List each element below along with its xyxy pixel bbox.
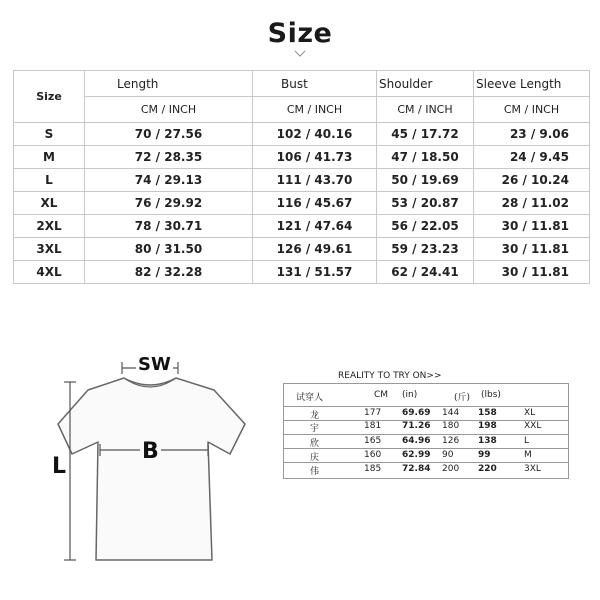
- weight-jin: 200: [442, 464, 460, 474]
- weight-lbs: 220: [478, 464, 497, 474]
- table-row: [14, 146, 590, 169]
- tester-name: 庆: [310, 453, 320, 463]
- measurement-cell: 30 / 11.81: [474, 238, 590, 261]
- measurement-cell: 26 / 10.24: [474, 169, 590, 192]
- unit-label: CM / INCH: [253, 97, 377, 123]
- weight-jin: 144: [442, 408, 460, 418]
- height-in: 62.99: [402, 450, 431, 460]
- measurement-cell: 45 / 17.72: [377, 123, 474, 146]
- measurement-cell: 24 / 9.45: [474, 146, 590, 169]
- measurement-cell: 56 / 22.05: [377, 215, 474, 238]
- try-on-table: [283, 383, 569, 479]
- tester-name: 龙: [310, 411, 320, 421]
- table-row: [14, 238, 590, 261]
- size-cell: 3XL: [14, 238, 85, 261]
- reality-header: CM: [374, 390, 389, 400]
- size-cell: 2XL: [14, 215, 85, 238]
- chevron-down-icon: [292, 50, 308, 58]
- size-column-header: Size: [14, 71, 85, 123]
- size-cell: XL: [14, 192, 85, 215]
- measurement-cell: 28 / 11.02: [474, 192, 590, 215]
- table-row: [14, 261, 590, 284]
- measurement-cell: 78 / 30.71: [85, 215, 253, 238]
- size-cell: S: [14, 123, 85, 146]
- measurement-cell: 30 / 11.81: [474, 215, 590, 238]
- weight-lbs: 158: [478, 408, 497, 418]
- measurement-cell: 121 / 47.64: [253, 215, 377, 238]
- column-header-sleeve-length: Sleeve Length: [474, 71, 590, 97]
- weight-lbs: 138: [478, 436, 497, 446]
- measurement-cell: 59 / 23.23: [377, 238, 474, 261]
- column-header-bust: Bust: [253, 71, 377, 97]
- unit-label: CM / INCH: [85, 97, 253, 123]
- measurement-cell: 72 / 28.35: [85, 146, 253, 169]
- l-label: L: [52, 454, 67, 479]
- measurement-cell: 53 / 20.87: [377, 192, 474, 215]
- tester-size: 3XL: [524, 464, 541, 474]
- table-row: [14, 169, 590, 192]
- weight-lbs: 198: [478, 421, 497, 431]
- height-in: 64.96: [402, 436, 431, 446]
- measurement-cell: 47 / 18.50: [377, 146, 474, 169]
- size-cell: 4XL: [14, 261, 85, 284]
- measurement-cell: 62 / 24.41: [377, 261, 474, 284]
- measurement-cell: 116 / 45.67: [253, 192, 377, 215]
- column-header-length: Length: [85, 71, 253, 97]
- size-cell: M: [14, 146, 85, 169]
- column-header-shoulder: Shoulder: [377, 71, 474, 97]
- size-table: [13, 70, 590, 284]
- b-label: B: [142, 439, 159, 464]
- tester-size: XXL: [524, 421, 542, 431]
- reality-header: (lbs): [481, 390, 501, 400]
- height-cm: 165: [364, 436, 382, 446]
- measurement-cell: 82 / 32.28: [85, 261, 253, 284]
- measurement-cell: 30 / 11.81: [474, 261, 590, 284]
- reality-header: 试穿人: [296, 393, 324, 403]
- measurement-cell: 106 / 41.73: [253, 146, 377, 169]
- tester-size: L: [524, 436, 530, 446]
- measurement-cell: 80 / 31.50: [85, 238, 253, 261]
- page-title: Size: [267, 18, 333, 49]
- measurement-cell: 70 / 27.56: [85, 123, 253, 146]
- reality-header: (in): [402, 390, 418, 400]
- measurement-cell: 126 / 49.61: [253, 238, 377, 261]
- table-row: [14, 123, 590, 146]
- unit-label: CM / INCH: [474, 97, 590, 123]
- measurement-cell: 50 / 19.69: [377, 169, 474, 192]
- height-in: 71.26: [402, 421, 431, 431]
- measurement-cell: 76 / 29.92: [85, 192, 253, 215]
- tshirt-diagram: [40, 340, 280, 580]
- reality-header: (斤): [454, 393, 471, 403]
- size-cell: L: [14, 169, 85, 192]
- measurement-cell: 74 / 29.13: [85, 169, 253, 192]
- table-row: [14, 215, 590, 238]
- height-cm: 160: [364, 450, 382, 460]
- weight-jin: 90: [442, 450, 454, 460]
- height-cm: 185: [364, 464, 382, 474]
- height-in: 69.69: [402, 408, 431, 418]
- unit-label: CM / INCH: [377, 97, 474, 123]
- sw-label: SW: [138, 354, 171, 375]
- measurement-cell: 131 / 51.57: [253, 261, 377, 284]
- tester-size: XL: [524, 408, 536, 418]
- tester-name: 宇: [310, 424, 320, 434]
- weight-lbs: 99: [478, 450, 491, 460]
- reality-title: REALITY TO TRY ON>>: [338, 371, 442, 381]
- height-in: 72.84: [402, 464, 431, 474]
- tester-name: 伟: [310, 467, 320, 477]
- tester-name: 欣: [310, 439, 320, 449]
- height-cm: 181: [364, 421, 382, 431]
- table-row: [14, 192, 590, 215]
- measurement-cell: 111 / 43.70: [253, 169, 377, 192]
- weight-jin: 126: [442, 436, 460, 446]
- measurement-cell: 23 / 9.06: [474, 123, 590, 146]
- weight-jin: 180: [442, 421, 460, 431]
- measurement-cell: 102 / 40.16: [253, 123, 377, 146]
- tester-size: M: [524, 450, 532, 460]
- height-cm: 177: [364, 408, 382, 418]
